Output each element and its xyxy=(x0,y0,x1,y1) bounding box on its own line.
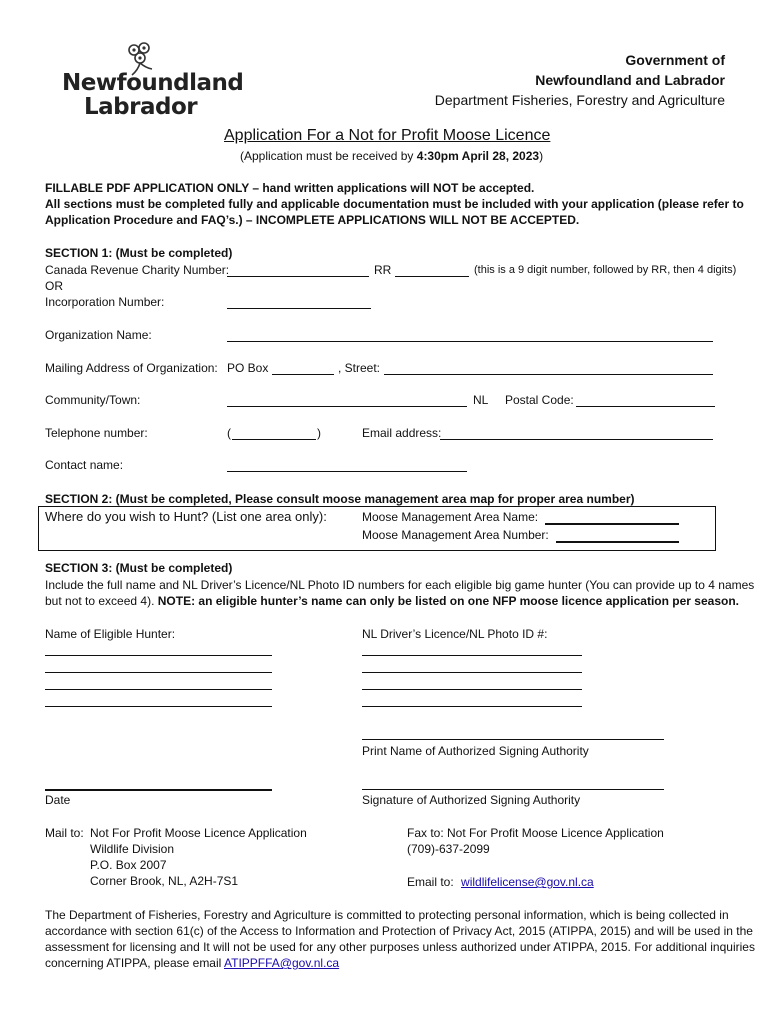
mail-line-1: Not For Profit Moose Licence Application xyxy=(90,826,307,840)
postal-code-label: Postal Code: xyxy=(505,393,574,407)
email-label: Email address: xyxy=(362,426,442,440)
section3-text-1: Include the full name and NL Driver’s Licence/NL Photo ID numbers for each eligible big game hunter (You can provide up to 4 names xyxy=(45,578,755,592)
hunter-name-field-1[interactable] xyxy=(45,655,272,656)
email-to xyxy=(407,875,594,889)
logo-line-1: Newfoundland xyxy=(62,70,244,96)
mail-to-label: Mail to: xyxy=(45,826,84,840)
area-name-label: Moose Management Area Name: xyxy=(362,510,539,524)
cra-label: Canada Revenue Charity Number: xyxy=(45,263,230,277)
atipp-email-link[interactable]: ATIPPFFA@gov.nl.ca xyxy=(224,956,340,970)
fax-line-1: Fax to: Not For Profit Moose Licence Application xyxy=(407,826,664,840)
gov-line-1: Government of xyxy=(625,52,725,68)
date-label: Date xyxy=(45,793,71,807)
rr-number-field[interactable] xyxy=(395,276,469,277)
section1-heading: SECTION 1: (Must be completed) xyxy=(45,246,233,260)
photo-id-field-1[interactable] xyxy=(362,655,582,656)
fax-number: (709)-637-2099 xyxy=(407,842,490,856)
page-title: Application For a Not for Profit Moose Licence xyxy=(224,127,551,144)
section2-heading: SECTION 2: (Must be completed, Please consult moose management area map for proper area number) xyxy=(45,492,635,506)
email-to-label: Email to: xyxy=(407,875,454,889)
hunt-area-label: Where do you wish to Hunt? (List one area only): xyxy=(45,509,327,524)
date-field[interactable] xyxy=(45,789,272,791)
gov-line-2: Newfoundland and Labrador xyxy=(535,72,725,88)
org-name-label: Organization Name: xyxy=(45,328,152,342)
signature-label: Signature of Authorized Signing Authority xyxy=(362,793,581,807)
community-field[interactable] xyxy=(227,406,467,407)
po-box-label: PO Box xyxy=(227,361,269,375)
privacy-line-1: The Department of Fisheries, Forestry and Agriculture is committed to protecting personal information, which is being collected in xyxy=(45,908,729,922)
incorporation-number-field[interactable] xyxy=(227,308,371,309)
community-label: Community/Town: xyxy=(45,393,141,407)
mail-line-4: Corner Brook, NL, A2H-7S1 xyxy=(90,874,239,888)
privacy-line-2: accordance with section 61(c) of the Access to Information and Protection of Privacy Act, 2015 (ATIPPA, 2015) and will be used in the xyxy=(45,924,753,938)
org-name-field[interactable] xyxy=(227,341,713,342)
hunter-name-field-3[interactable] xyxy=(45,689,272,690)
government-logo xyxy=(62,42,244,122)
section3-text-2: but not to exceed 4). NOTE: an eligible hunter’s name can only be listed on one NFP moose licence application per season. xyxy=(45,594,739,608)
phone-close-paren: ) xyxy=(317,426,321,440)
photo-id-column: NL Driver’s Licence/NL Photo ID #: xyxy=(362,627,548,641)
or-label: OR xyxy=(45,279,63,293)
wildlife-email-link[interactable]: wildlifelicense@gov.nl.ca xyxy=(461,875,594,889)
privacy-line-3: assessment for licensing and It will not be used for any other purposes unless authorized under ATIPPA, 2015. For additional inquiries xyxy=(45,940,755,954)
instruction-line-1: FILLABLE PDF APPLICATION ONLY – hand written applications will NOT be accepted. xyxy=(45,181,535,195)
contact-name-label: Contact name: xyxy=(45,458,124,472)
contact-name-field[interactable] xyxy=(227,471,467,472)
telephone-field[interactable] xyxy=(232,439,316,440)
deadline-note: (Application must be received by 4:30pm April 28, 2023) xyxy=(240,149,544,163)
nl-label: NL xyxy=(473,393,489,407)
incorporation-label: Incorporation Number: xyxy=(45,295,165,309)
postal-code-field[interactable] xyxy=(576,406,715,407)
hunter-name-column: Name of Eligible Hunter: xyxy=(45,627,176,641)
signature-field[interactable] xyxy=(362,789,664,790)
rr-label: RR xyxy=(374,263,392,277)
print-name-field[interactable] xyxy=(362,739,664,740)
street-label: , Street: xyxy=(338,361,381,375)
hunter-name-field-4[interactable] xyxy=(45,706,272,707)
section3-heading: SECTION 3: (Must be completed) xyxy=(45,561,233,575)
area-number-label: Moose Management Area Number: xyxy=(362,528,549,542)
street-field[interactable] xyxy=(384,374,713,375)
photo-id-field-3[interactable] xyxy=(362,689,582,690)
mail-line-3: P.O. Box 2007 xyxy=(90,858,167,872)
photo-id-field-4[interactable] xyxy=(362,706,582,707)
privacy-line-4: concerning ATIPPA, please email ATIPPFFA@gov.nl.ca xyxy=(45,956,340,970)
hunter-name-field-2[interactable] xyxy=(45,672,272,673)
instruction-line-3: Application Procedure and FAQ’s.) – INCOMPLETE APPLICATIONS WILL NOT BE ACCEPTED. xyxy=(45,213,580,227)
cra-number-field[interactable] xyxy=(227,276,369,277)
telephone-label: Telephone number: xyxy=(45,426,148,440)
photo-id-field-2[interactable] xyxy=(362,672,582,673)
email-field[interactable] xyxy=(440,439,713,440)
mailing-address-label: Mailing Address of Organization: xyxy=(45,361,218,375)
area-name-field[interactable] xyxy=(545,523,679,525)
mail-line-2: Wildlife Division xyxy=(90,842,175,856)
logo-line-2: Labrador xyxy=(84,94,198,120)
instruction-line-2: All sections must be completed fully and applicable documentation must be included with your application (please refer to xyxy=(45,197,744,211)
phone-open-paren: ( xyxy=(227,426,231,440)
print-name-label: Print Name of Authorized Signing Authority xyxy=(362,744,589,758)
area-number-field[interactable] xyxy=(556,541,679,543)
department-name: Department Fisheries, Forestry and Agriculture xyxy=(434,92,725,108)
po-box-field[interactable] xyxy=(272,374,334,375)
cra-hint: (this is a 9 digit number, followed by RR, then 4 digits) xyxy=(474,264,737,276)
